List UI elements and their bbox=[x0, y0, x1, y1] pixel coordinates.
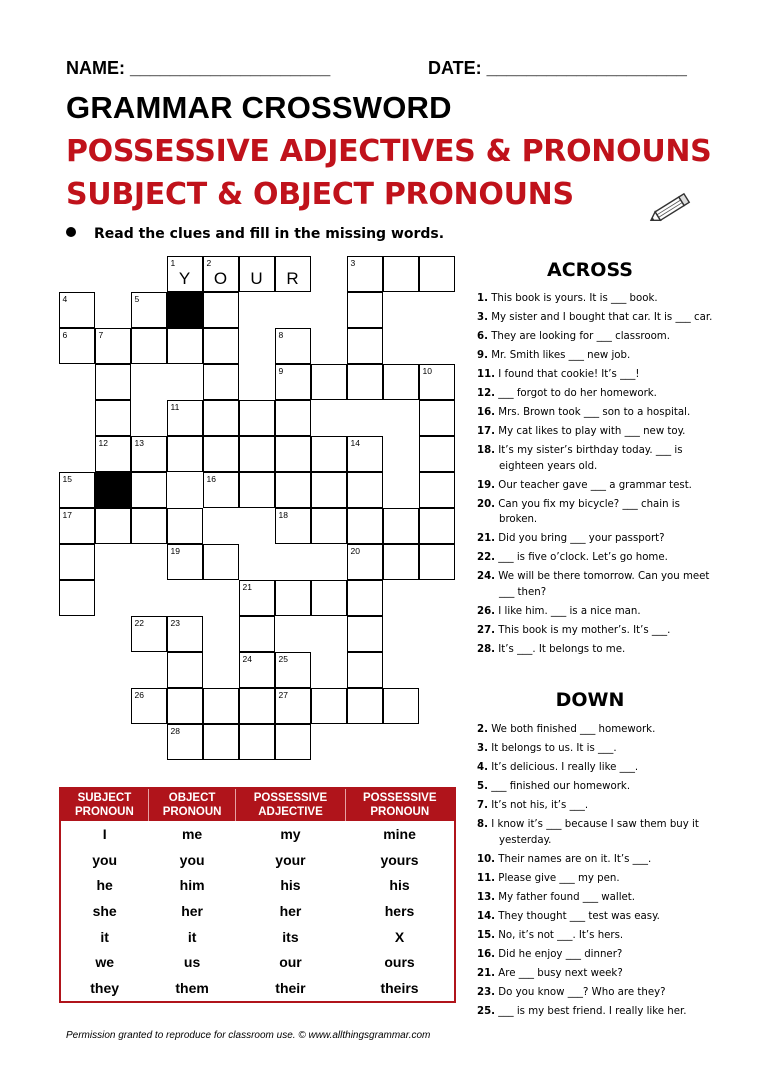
cell-number: 11 bbox=[170, 401, 180, 412]
cell-number: 7 bbox=[98, 329, 104, 340]
clue-text: Are ___ busy next week? bbox=[495, 967, 623, 979]
clue-number: 28. bbox=[477, 643, 496, 655]
clue-item bbox=[477, 890, 717, 906]
cell-number: 22 bbox=[134, 617, 144, 628]
crossword-cell[interactable] bbox=[311, 472, 347, 508]
clue-number: 24. bbox=[477, 571, 496, 582]
clue-number: 18. bbox=[477, 445, 496, 456]
crossword-cell[interactable] bbox=[167, 508, 203, 544]
clue-number: 5. bbox=[477, 781, 488, 792]
clue-number: 16. bbox=[477, 948, 496, 960]
clue-number: 7. bbox=[477, 800, 488, 811]
crossword-cell[interactable] bbox=[59, 472, 95, 508]
across-heading: ACROSS bbox=[547, 259, 633, 281]
crossword-cell[interactable] bbox=[203, 400, 239, 436]
crossword-cell[interactable] bbox=[275, 328, 311, 364]
name-label: NAME: ____________________ bbox=[66, 58, 331, 78]
table-header-cell bbox=[60, 788, 148, 821]
table-cell: X bbox=[394, 928, 405, 945]
crossword-cell[interactable] bbox=[383, 544, 419, 580]
cell-number: 27 bbox=[278, 689, 288, 700]
crossword-cell[interactable] bbox=[59, 580, 95, 616]
clue-item bbox=[477, 386, 717, 402]
crossword-cell[interactable] bbox=[95, 400, 131, 436]
crossword-cell[interactable] bbox=[347, 364, 383, 400]
clue-item bbox=[477, 424, 717, 440]
clue-item bbox=[477, 550, 717, 566]
clue-number: 3. bbox=[477, 312, 488, 323]
clue-item bbox=[477, 291, 717, 307]
crossword-cell[interactable] bbox=[167, 652, 203, 688]
header-line: PRONOUN bbox=[75, 806, 134, 818]
crossword-cell[interactable] bbox=[239, 688, 275, 724]
clue-text: ___ forgot to do her homework. bbox=[495, 388, 657, 399]
clue-number: 14. bbox=[477, 910, 496, 922]
clue-text: It’s delicious. I really like ___. bbox=[487, 762, 639, 773]
cell-number: 3 bbox=[350, 257, 356, 268]
cell-number: 5 bbox=[134, 293, 140, 304]
crossword-cell[interactable] bbox=[275, 508, 311, 544]
cell-number: 10 bbox=[422, 365, 432, 376]
header-line: POSSESSIVE bbox=[253, 792, 328, 804]
clue-number: 11. bbox=[477, 872, 496, 884]
clue-text: I know it’s ___ because I saw them buy it yesterday. bbox=[487, 819, 699, 846]
crossword-cell[interactable] bbox=[419, 472, 455, 508]
crossword-cell[interactable] bbox=[419, 436, 455, 472]
cell-number: 9 bbox=[278, 365, 284, 376]
clue-text: It belongs to us. It is ___. bbox=[487, 743, 617, 754]
clue-item bbox=[477, 367, 717, 383]
table-row bbox=[60, 975, 455, 1002]
crossword-cell[interactable] bbox=[275, 364, 311, 400]
crossword-cell[interactable] bbox=[347, 472, 383, 508]
crossword-cell[interactable] bbox=[95, 508, 131, 544]
clue-item bbox=[477, 871, 717, 887]
crossword-cell[interactable] bbox=[275, 436, 311, 472]
table-cell: its bbox=[282, 928, 299, 945]
clue-item bbox=[477, 909, 717, 925]
clue-text: This book is yours. It is ___ book. bbox=[487, 293, 658, 304]
crossword-cell[interactable] bbox=[95, 436, 131, 472]
clue-text: They thought ___ test was easy. bbox=[495, 910, 660, 922]
crossword-cell[interactable] bbox=[419, 544, 455, 580]
crossword-cell[interactable] bbox=[167, 328, 203, 364]
clue-text: It’s ___. It belongs to me. bbox=[495, 643, 626, 655]
clue-text: Their names are on it. It’s ___. bbox=[495, 853, 652, 865]
table-cell: us bbox=[183, 954, 201, 971]
cell-number: 8 bbox=[278, 329, 284, 340]
crossword-cell[interactable] bbox=[203, 256, 239, 292]
table-cell: his bbox=[280, 877, 301, 894]
table-row bbox=[60, 821, 455, 847]
crossword-cell[interactable] bbox=[311, 508, 347, 544]
table-cell: her bbox=[181, 902, 203, 919]
crossword-cell[interactable] bbox=[167, 544, 203, 580]
clue-text: No, it’s not ___. It’s hers. bbox=[495, 929, 624, 941]
crossword-cell[interactable] bbox=[59, 328, 95, 364]
clue-number: 22. bbox=[477, 552, 496, 563]
clue-text: This book is my mother’s. It’s ___. bbox=[495, 624, 671, 636]
crossword-cell[interactable] bbox=[59, 508, 95, 544]
clue-item bbox=[477, 310, 717, 326]
crossword-cell[interactable] bbox=[131, 508, 167, 544]
table-cell: them bbox=[175, 979, 209, 996]
crossword-cell[interactable] bbox=[347, 256, 383, 292]
table-cell: you bbox=[179, 851, 205, 868]
page-title: GRAMMAR CROSSWORD bbox=[66, 90, 452, 125]
crossword-cell[interactable] bbox=[347, 328, 383, 364]
table-header-row bbox=[60, 788, 455, 821]
crossword-cell[interactable] bbox=[347, 292, 383, 328]
crossword-cell[interactable] bbox=[311, 364, 347, 400]
crossword-cell[interactable] bbox=[419, 364, 455, 400]
crossword-cell[interactable] bbox=[95, 328, 131, 364]
clue-number: 9. bbox=[477, 350, 488, 361]
table-cell: him bbox=[179, 877, 205, 894]
crossword-block bbox=[167, 292, 203, 328]
cell-number: 14 bbox=[350, 437, 360, 448]
clue-number: 1. bbox=[477, 293, 488, 304]
cell-number: 25 bbox=[278, 653, 288, 664]
crossword-cell[interactable] bbox=[203, 472, 239, 508]
crossword-cell[interactable] bbox=[167, 436, 203, 472]
crossword-cell[interactable] bbox=[347, 688, 383, 724]
crossword-cell[interactable] bbox=[419, 256, 455, 292]
crossword-cell[interactable] bbox=[203, 544, 239, 580]
crossword-cell[interactable] bbox=[275, 580, 311, 616]
clue-item bbox=[477, 623, 717, 639]
cell-number: 26 bbox=[134, 689, 144, 700]
clue-text: Did he enjoy ___ dinner? bbox=[495, 948, 623, 960]
table-cell: they bbox=[90, 979, 120, 996]
header-line: PRONOUN bbox=[370, 806, 430, 818]
clue-text: Our teacher gave ___ a grammar test. bbox=[495, 479, 692, 491]
clue-number: 13. bbox=[477, 891, 496, 903]
crossword-cell[interactable] bbox=[131, 688, 167, 724]
table-cell: ours bbox=[384, 954, 415, 971]
clue-item bbox=[477, 604, 717, 620]
clue-number: 26. bbox=[477, 605, 496, 617]
cell-letter: O bbox=[213, 268, 228, 288]
clue-text: Mr. Smith likes ___ new job. bbox=[487, 350, 631, 361]
pencil-icon bbox=[648, 192, 694, 226]
crossword-cell[interactable] bbox=[167, 256, 203, 292]
bullet-icon bbox=[66, 227, 76, 237]
crossword-cell[interactable] bbox=[347, 652, 383, 688]
table-cell: he bbox=[96, 877, 113, 894]
header-line: PRONOUN bbox=[162, 806, 222, 818]
crossword-cell[interactable] bbox=[59, 544, 95, 580]
cell-number: 15 bbox=[62, 473, 72, 484]
table-cell: theirs bbox=[380, 979, 419, 996]
crossword-cell[interactable] bbox=[167, 688, 203, 724]
clue-item bbox=[477, 852, 717, 868]
clue-item bbox=[477, 928, 717, 944]
table-row bbox=[60, 872, 455, 898]
clue-item bbox=[477, 443, 717, 474]
crossword-cell[interactable] bbox=[131, 616, 167, 652]
page-subtitle-2: SUBJECT & OBJECT PRONOUNS bbox=[66, 177, 574, 212]
clue-text: ___ is five o’clock. Let’s go home. bbox=[495, 552, 668, 563]
across-clue-list bbox=[477, 291, 717, 661]
clue-text: My sister and I bought that car. It is ___ car. bbox=[487, 312, 713, 323]
clue-text: Can you fix my bicycle? ___ chain is broken. bbox=[495, 498, 680, 525]
clue-number: 11. bbox=[477, 369, 496, 380]
clue-text: Mrs. Brown took ___ son to a hospital. bbox=[495, 407, 691, 418]
clue-item bbox=[477, 741, 717, 757]
cell-number: 2 bbox=[206, 257, 212, 268]
clue-item bbox=[477, 985, 717, 1001]
clue-number: 25. bbox=[477, 1005, 496, 1017]
cell-number: 19 bbox=[170, 545, 180, 556]
crossword-cell[interactable] bbox=[203, 292, 239, 328]
crossword-cell[interactable] bbox=[239, 400, 275, 436]
clue-number: 27. bbox=[477, 624, 496, 636]
clue-text: They are looking for ___ classroom. bbox=[487, 331, 670, 342]
crossword-cell[interactable] bbox=[167, 616, 203, 652]
clue-item bbox=[477, 760, 717, 776]
table-cell: his bbox=[389, 877, 410, 894]
crossword-cell[interactable] bbox=[203, 328, 239, 364]
table-cell: their bbox=[275, 979, 306, 996]
cell-number: 13 bbox=[134, 437, 144, 448]
table-header-cell bbox=[345, 788, 455, 821]
clue-text: Please give ___ my pen. bbox=[495, 872, 620, 884]
clue-text: Do you know ___? Who are they? bbox=[495, 986, 666, 998]
crossword-cell[interactable] bbox=[383, 688, 419, 724]
date-label: DATE: ____________________ bbox=[428, 58, 687, 78]
crossword-cell[interactable] bbox=[239, 472, 275, 508]
crossword-cell[interactable] bbox=[239, 256, 275, 292]
crossword-cell[interactable] bbox=[383, 508, 419, 544]
crossword-block bbox=[95, 472, 131, 508]
cell-letter: U bbox=[250, 268, 263, 288]
clue-text: We will be there tomorrow. Can you meet ___ then? bbox=[495, 571, 710, 598]
down-heading: DOWN bbox=[555, 689, 625, 711]
table-row bbox=[60, 949, 455, 975]
clue-text: My cat likes to play with ___ new toy. bbox=[495, 426, 686, 437]
clue-item bbox=[477, 405, 717, 421]
pronoun-table bbox=[59, 787, 456, 1003]
clue-number: 6. bbox=[477, 331, 488, 342]
crossword-cell[interactable] bbox=[131, 472, 167, 508]
cell-number: 4 bbox=[62, 293, 68, 304]
table-header-cell bbox=[148, 788, 236, 821]
cell-number: 16 bbox=[206, 473, 216, 484]
crossword-cell[interactable] bbox=[131, 436, 167, 472]
clue-item bbox=[477, 779, 717, 795]
clue-item bbox=[477, 569, 717, 600]
clue-text: ___ is my best friend. I really like her. bbox=[495, 1005, 687, 1017]
table-cell: yours bbox=[380, 851, 419, 868]
crossword-cell[interactable] bbox=[419, 400, 455, 436]
header-line: OBJECT bbox=[168, 792, 216, 804]
header-line: ADJECTIVE bbox=[258, 806, 323, 818]
clue-number: 23. bbox=[477, 986, 496, 998]
clue-text: Did you bring ___ your passport? bbox=[495, 533, 665, 544]
cell-number: 20 bbox=[350, 545, 360, 556]
crossword-cell[interactable] bbox=[347, 508, 383, 544]
clue-text: We both finished ___ homework. bbox=[487, 724, 656, 735]
table-cell: my bbox=[280, 825, 301, 842]
clue-item bbox=[477, 348, 717, 364]
cell-letter: Y bbox=[178, 268, 191, 288]
clue-number: 20. bbox=[477, 498, 496, 510]
clue-number: 16. bbox=[477, 407, 496, 418]
footer: Permission granted to reproduce for classroom use. © www.allthingsgrammar.com bbox=[66, 1030, 431, 1041]
table-cell: hers bbox=[384, 902, 415, 919]
page-subtitle-1: POSSESSIVE ADJECTIVES & PRONOUNS bbox=[66, 134, 712, 169]
crossword-cell[interactable] bbox=[131, 292, 167, 328]
table-cell: she bbox=[92, 902, 117, 919]
header-line: POSSESSIVE bbox=[363, 792, 437, 804]
clue-number: 8. bbox=[477, 819, 488, 830]
clue-item bbox=[477, 478, 717, 494]
table-cell: mine bbox=[383, 825, 416, 842]
crossword-cell[interactable] bbox=[59, 292, 95, 328]
clue-text: I like him. ___ is a nice man. bbox=[495, 605, 641, 617]
clue-number: 17. bbox=[477, 426, 496, 437]
clue-text: ___ finished our homework. bbox=[487, 781, 631, 792]
crossword-cell[interactable] bbox=[275, 652, 311, 688]
crossword-cell[interactable] bbox=[347, 616, 383, 652]
clue-text: It’s not his, it’s ___. bbox=[487, 800, 589, 811]
header-line: SUBJECT bbox=[77, 792, 132, 804]
clue-item bbox=[477, 966, 717, 982]
crossword-cell[interactable] bbox=[275, 400, 311, 436]
instruction bbox=[66, 226, 444, 242]
crossword-cell[interactable] bbox=[275, 472, 311, 508]
crossword-cell[interactable] bbox=[167, 724, 203, 760]
crossword-cell[interactable] bbox=[311, 580, 347, 616]
clue-number: 4. bbox=[477, 762, 488, 773]
cell-number: 21 bbox=[242, 581, 252, 592]
table-row bbox=[60, 847, 455, 873]
crossword-cell[interactable] bbox=[239, 724, 275, 760]
clue-number: 15. bbox=[477, 929, 496, 941]
clue-item bbox=[477, 329, 717, 345]
table-cell: our bbox=[279, 954, 302, 971]
clue-number: 2. bbox=[477, 724, 488, 735]
crossword-cell[interactable] bbox=[419, 508, 455, 544]
clue-item bbox=[477, 531, 717, 547]
table-cell: me bbox=[181, 825, 203, 842]
crossword-cell[interactable] bbox=[131, 328, 167, 364]
crossword-cell[interactable] bbox=[347, 544, 383, 580]
crossword-cell[interactable] bbox=[239, 616, 275, 652]
clue-number: 3. bbox=[477, 743, 488, 754]
clue-item bbox=[477, 817, 717, 848]
cell-number: 1 bbox=[170, 257, 176, 268]
clue-text: I found that cookie! It’s ___! bbox=[495, 369, 640, 380]
crossword-cell[interactable] bbox=[311, 688, 347, 724]
table-cell: it bbox=[100, 928, 109, 945]
table-row bbox=[60, 898, 455, 924]
cell-number: 23 bbox=[170, 617, 180, 628]
crossword-cell[interactable] bbox=[311, 436, 347, 472]
clue-text: It’s my sister’s birthday today. ___ is eighteen years old. bbox=[495, 445, 683, 472]
clue-item bbox=[477, 947, 717, 963]
crossword-cell[interactable] bbox=[347, 436, 383, 472]
crossword-cell[interactable] bbox=[167, 400, 203, 436]
crossword-cell[interactable] bbox=[383, 364, 419, 400]
clue-text: My father found ___ wallet. bbox=[495, 891, 636, 903]
crossword-cell[interactable] bbox=[347, 580, 383, 616]
crossword-grid bbox=[59, 256, 455, 762]
table-cell: you bbox=[92, 851, 118, 868]
table-cell: it bbox=[187, 928, 197, 945]
clue-item bbox=[477, 497, 717, 528]
clue-item bbox=[477, 642, 717, 658]
table-row bbox=[60, 924, 455, 950]
crossword-cell[interactable] bbox=[239, 580, 275, 616]
clue-item bbox=[477, 798, 717, 814]
crossword-cell[interactable] bbox=[239, 652, 275, 688]
crossword-cell[interactable] bbox=[203, 364, 239, 400]
cell-letter: R bbox=[286, 268, 299, 288]
crossword-cell[interactable] bbox=[275, 688, 311, 724]
table-header-cell bbox=[236, 788, 345, 821]
clue-number: 10. bbox=[477, 853, 496, 865]
crossword-cell[interactable] bbox=[275, 724, 311, 760]
name-field[interactable] bbox=[66, 58, 330, 79]
date-field[interactable] bbox=[428, 58, 687, 79]
crossword-cell[interactable] bbox=[203, 688, 239, 724]
cell-number: 28 bbox=[170, 725, 180, 736]
crossword-cell[interactable] bbox=[203, 436, 239, 472]
table-cell: her bbox=[279, 902, 302, 919]
instruction-text: Read the clues and fill in the missing words. bbox=[94, 226, 445, 242]
clue-number: 19. bbox=[477, 479, 496, 491]
table-cell: your bbox=[275, 851, 306, 868]
cell-number: 17 bbox=[62, 509, 72, 520]
clue-item bbox=[477, 722, 717, 738]
cell-number: 24 bbox=[242, 653, 252, 664]
clue-item bbox=[477, 1004, 717, 1020]
table-cell: we bbox=[95, 954, 114, 971]
crossword-cell[interactable] bbox=[275, 256, 311, 292]
clue-number: 12. bbox=[477, 388, 496, 399]
crossword-cell[interactable] bbox=[383, 256, 419, 292]
cell-number: 12 bbox=[98, 437, 108, 448]
clue-number: 21. bbox=[477, 533, 496, 544]
table-cell: I bbox=[102, 825, 107, 842]
crossword-cell[interactable] bbox=[239, 436, 275, 472]
cell-number: 18 bbox=[278, 509, 288, 520]
crossword-cell[interactable] bbox=[95, 364, 131, 400]
clue-number: 21. bbox=[477, 967, 496, 979]
cell-number: 6 bbox=[62, 329, 68, 340]
crossword-cell[interactable] bbox=[203, 724, 239, 760]
down-clue-list bbox=[477, 722, 717, 1023]
